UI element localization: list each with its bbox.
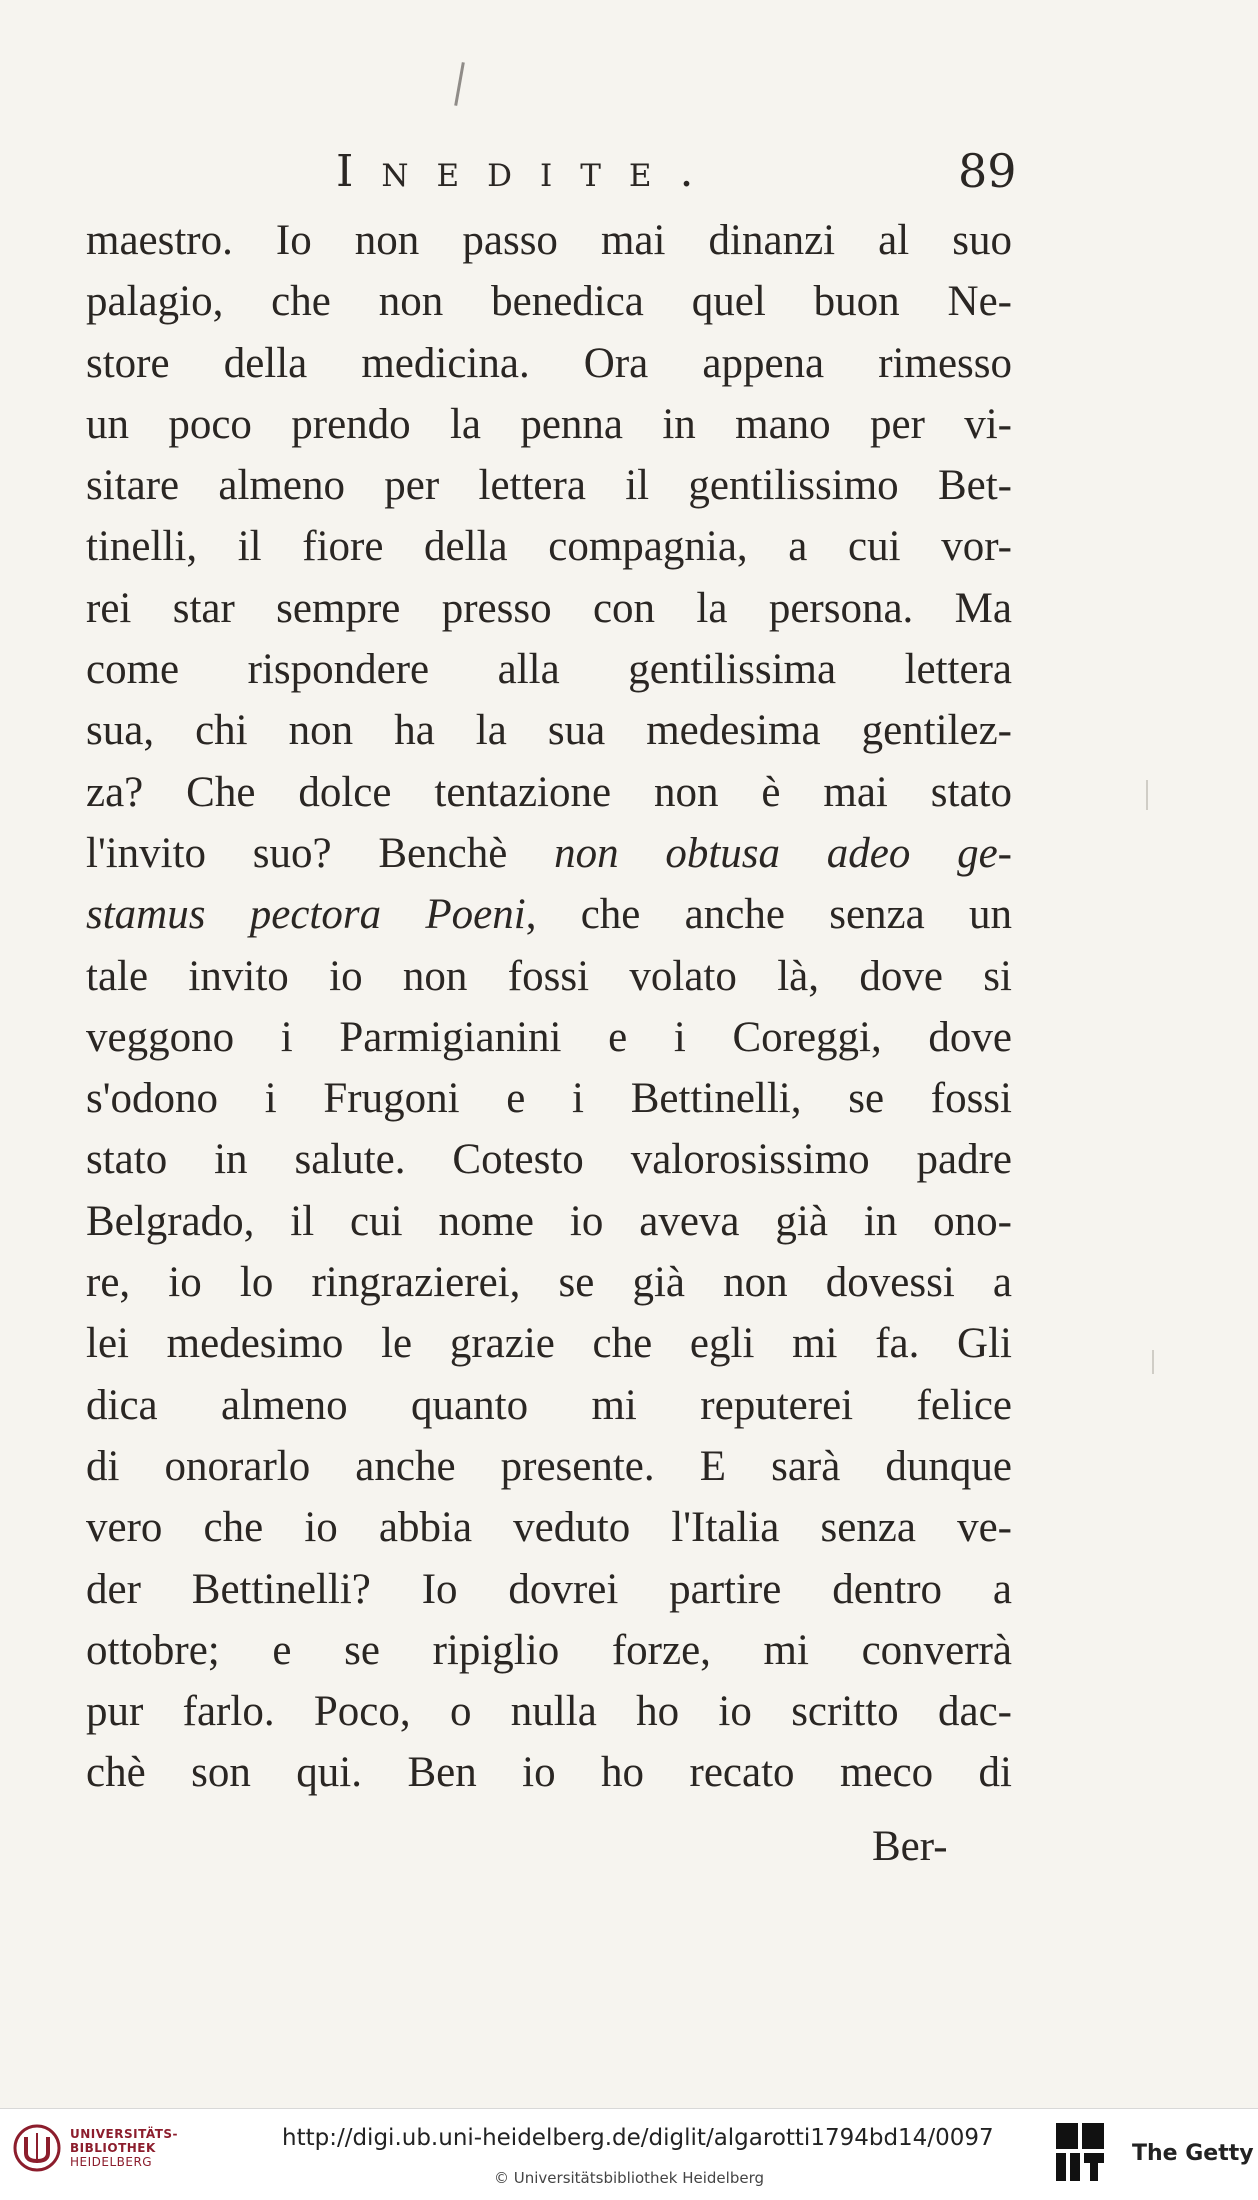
- text-line: Belgrado, il cui nome io aveva già in ono-: [86, 1197, 1012, 1245]
- page-number: 89: [958, 144, 1017, 198]
- text-line: lei medesimo le grazie che egli mi fa. Gli: [86, 1320, 1012, 1368]
- text-line: come rispondere alla gentilissima lettera: [86, 646, 1012, 694]
- permalink-url[interactable]: http://digi.ub.uni-heidelberg.de/diglit/algarotti1794bd14/0097: [282, 2125, 994, 2151]
- text-line: rei star sempre presso con la persona. Ma: [86, 584, 1012, 632]
- viewer-footer: [0, 2108, 1258, 2200]
- text-segment: l'invito suo? Benchè: [86, 829, 555, 877]
- italic-quote: non obtusa adeo ge-: [554, 829, 1012, 877]
- copyright-notice: © Universitätsbibliothek Heidelberg: [494, 2169, 765, 2187]
- pencil-mark: [454, 62, 465, 106]
- text-line: s'odono i Frugoni e i Bettinelli, se fossi: [86, 1075, 1012, 1123]
- text-line: un poco prendo la penna in mano per vi-: [86, 400, 1012, 448]
- library-name-line: HEIDELBERG: [70, 2155, 153, 2169]
- university-library-logo-icon: [12, 2123, 62, 2173]
- text-line: chè son qui. Ben io ho recato meco di: [86, 1749, 1012, 1797]
- text-line: sua, chi non ha la sua medesima gentilez-: [86, 707, 1012, 755]
- text-line: dica almeno quanto mi reputerei felice: [86, 1381, 1012, 1429]
- text-line: stato in salute. Cotesto valorosissimo padre: [86, 1136, 1012, 1184]
- library-name-line: BIBLIOTHEK: [70, 2141, 156, 2155]
- text-line: tale invito io non fossi volato là, dove si: [86, 952, 1012, 1000]
- text-line-with-italic: [86, 823, 1012, 884]
- text-line: pur farlo. Poco, o nulla ho io scritto dac-: [86, 1688, 1012, 1736]
- page-edge-mark: [1146, 780, 1148, 810]
- text-line: sitare almeno per lettera il gentilissimo Bet-: [86, 462, 1012, 510]
- text-line: veggono i Parmigianini e i Coreggi, dove: [86, 1013, 1012, 1061]
- library-name: [70, 2127, 178, 2169]
- page-edge-mark: [1152, 1350, 1154, 1374]
- text-line: di onorarlo anche presente. E sarà dunque: [86, 1442, 1012, 1490]
- text-segment: , che anche senza un: [525, 891, 1012, 939]
- body-text: [86, 210, 1012, 1804]
- text-line: tinelli, il fiore della compagnia, a cui vor-: [86, 523, 1012, 571]
- running-head: Inedite.: [336, 146, 722, 197]
- text-line: vero che io abbia veduto l'Italia senza ve-: [86, 1504, 1012, 1552]
- italic-quote: stamus pectora Poeni: [86, 891, 526, 939]
- text-line: der Bettinelli? Io dovrei partire dentro a: [86, 1565, 1012, 1613]
- catchword: Ber-: [872, 1823, 948, 1870]
- text-line: maestro. Io non passo mai dinanzi al suo: [86, 217, 1012, 264]
- text-line: palagio, che non benedica quel buon Ne-: [86, 278, 1012, 326]
- library-name-line: UNIVERSITÄTS-: [70, 2127, 179, 2141]
- text-line: ottobre; e se ripiglio forze, mi converrà: [86, 1626, 1012, 1674]
- getty-label: The Getty: [1132, 2141, 1254, 2166]
- text-line: store della medicina. Ora appena rimesso: [86, 339, 1012, 387]
- getty-logo-icon: [1054, 2121, 1106, 2183]
- text-line: re, io lo ringrazierei, se già non dovessi a: [86, 1259, 1012, 1307]
- text-line: za? Che dolce tentazione non è mai stato: [86, 768, 1012, 816]
- text-line-with-italic: [86, 884, 1012, 945]
